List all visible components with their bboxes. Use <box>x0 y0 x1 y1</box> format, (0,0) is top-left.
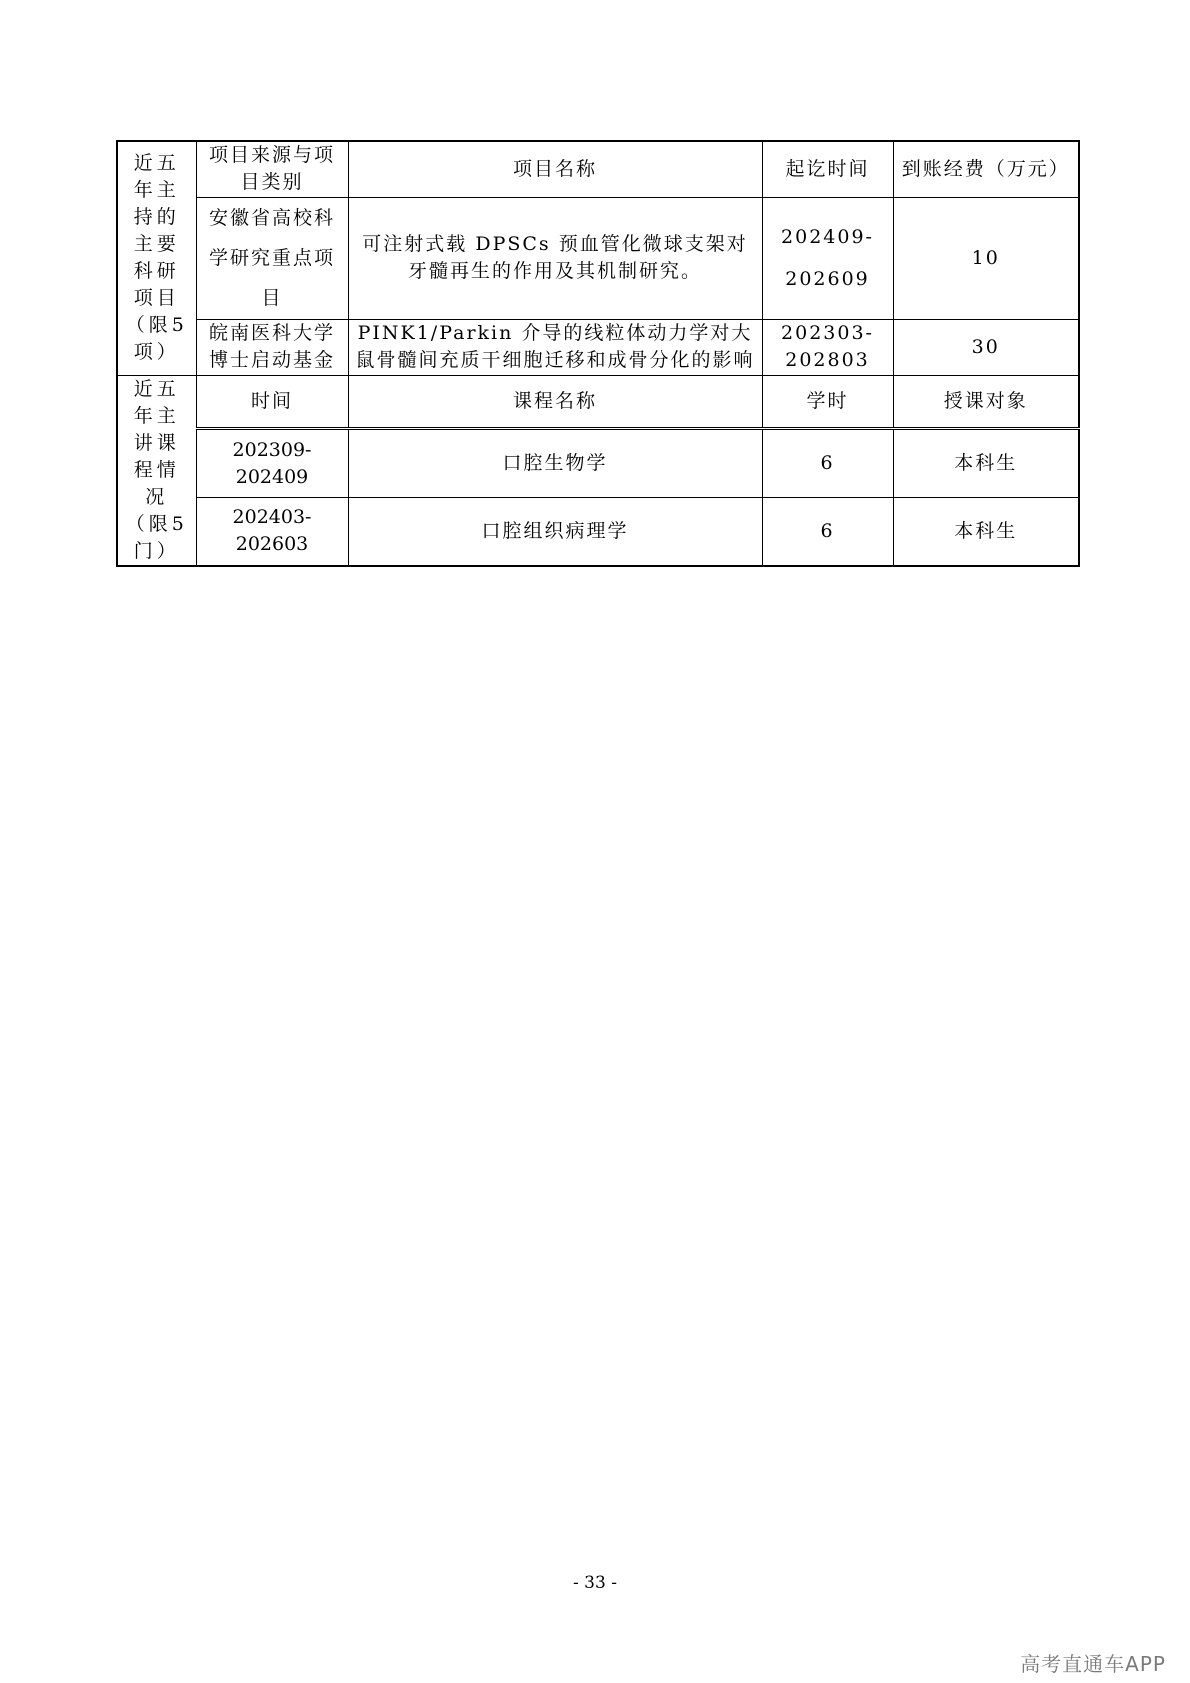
course-name: 口腔组织病理学 <box>348 497 762 565</box>
course-header-time: 时间 <box>196 375 348 429</box>
course-header-row <box>117 375 1079 429</box>
course-section-label: 近五年主讲课程情况（限5门） <box>117 375 196 566</box>
research-funding: 30 <box>893 319 1079 375</box>
course-time: 202309-202409 <box>196 429 348 498</box>
research-header-funding: 到账经费（万元） <box>893 141 1079 197</box>
research-row <box>117 197 1079 319</box>
research-source: 皖南医科大学博士启动基金 <box>196 319 348 375</box>
research-period-start: 202409- <box>781 226 874 248</box>
course-name: 口腔生物学 <box>348 429 762 498</box>
research-period-start: 202303- <box>781 322 874 344</box>
research-name: PINK1/Parkin 介导的线粒体动力学对大鼠骨髓间充质干细胞迁移和成骨分化的影响 <box>348 319 762 375</box>
research-header-period: 起讫时间 <box>762 141 893 197</box>
course-header-hours: 学时 <box>762 375 893 429</box>
research-section-label: 近五年主持的主要科研项目（限5项） <box>117 141 196 375</box>
course-audience: 本科生 <box>893 497 1079 565</box>
teacher-info-table <box>116 140 1080 567</box>
research-period-end: 202609 <box>785 268 870 290</box>
research-period-end: 202803 <box>785 349 870 371</box>
course-row <box>117 429 1079 498</box>
research-funding: 10 <box>893 197 1079 319</box>
research-source: 安徽省高校科学研究重点项目 <box>196 197 348 319</box>
course-audience: 本科生 <box>893 429 1079 498</box>
course-header-audience: 授课对象 <box>893 375 1079 429</box>
research-period <box>762 319 893 375</box>
course-hours: 6 <box>762 429 893 498</box>
watermark-text: 高考直通车APP <box>1020 1652 1166 1676</box>
research-row <box>117 319 1079 375</box>
course-header-name: 课程名称 <box>348 375 762 429</box>
course-hours: 6 <box>762 497 893 565</box>
research-period <box>762 197 893 319</box>
course-row <box>117 497 1079 565</box>
research-header-row <box>117 141 1079 197</box>
research-header-name: 项目名称 <box>348 141 762 197</box>
research-header-source: 项目来源与项目类别 <box>196 141 348 197</box>
course-time: 202403-202603 <box>196 497 348 565</box>
page-number: - 33 - <box>573 1573 617 1593</box>
research-name: 可注射式载 DPSCs 预血管化微球支架对牙髓再生的作用及其机制研究。 <box>348 197 762 319</box>
